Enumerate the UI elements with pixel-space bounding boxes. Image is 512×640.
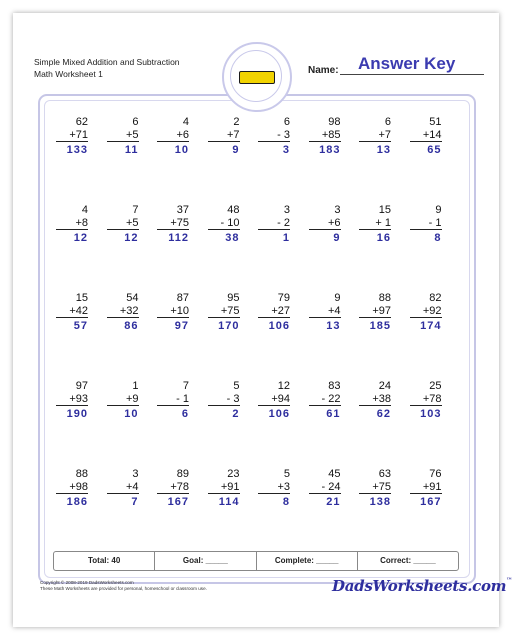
problem-top-number: 88 bbox=[378, 292, 391, 304]
problem-answer: 186 bbox=[66, 496, 88, 508]
problem-answer: 97 bbox=[174, 320, 189, 332]
problem-answer: 65 bbox=[427, 144, 442, 156]
problem-operand: - 10 bbox=[208, 217, 240, 231]
problem bbox=[408, 116, 459, 204]
problem-top-number: 15 bbox=[75, 292, 88, 304]
logo-text: DadsWorksheets.com bbox=[332, 577, 507, 595]
score-footer bbox=[53, 551, 459, 571]
problem-top-number: 3 bbox=[283, 204, 290, 216]
problem bbox=[155, 116, 206, 204]
title-line-2: Math Worksheet 1 bbox=[34, 69, 103, 79]
problem-operand: +75 bbox=[208, 305, 240, 319]
problem bbox=[408, 468, 459, 556]
problem-top-number: 2 bbox=[233, 116, 240, 128]
problem bbox=[206, 292, 257, 380]
problem-row bbox=[54, 380, 458, 468]
problem-top-number: 62 bbox=[75, 116, 88, 128]
problem-top-number: 7 bbox=[182, 380, 189, 392]
problem-operand: - 1 bbox=[410, 217, 442, 231]
answer-key-heading: Answer Key bbox=[358, 54, 456, 73]
problem-operand: +8 bbox=[56, 217, 88, 231]
problem-top-number: 23 bbox=[227, 468, 240, 480]
copyright-line-2: These Math Worksheets are provided for personal, homeschool or classroom use. bbox=[40, 586, 207, 591]
problem-row bbox=[54, 116, 458, 204]
problem bbox=[105, 204, 156, 292]
problem-answer: 62 bbox=[376, 408, 391, 420]
problem-operand: +38 bbox=[359, 393, 391, 407]
problem bbox=[155, 468, 206, 556]
problem bbox=[105, 116, 156, 204]
problem-top-number: 88 bbox=[75, 468, 88, 480]
problem bbox=[256, 204, 307, 292]
problem-operand: +98 bbox=[56, 481, 88, 495]
total-count: Total: 40 bbox=[54, 552, 155, 570]
problem bbox=[54, 116, 105, 204]
problem-top-number: 15 bbox=[378, 204, 391, 216]
problem-answer: 11 bbox=[124, 144, 139, 156]
problem-top-number: 25 bbox=[429, 380, 442, 392]
problem-top-number: 51 bbox=[429, 116, 442, 128]
problem-answer: 170 bbox=[218, 320, 240, 332]
problem-operand: +92 bbox=[410, 305, 442, 319]
problem-top-number: 24 bbox=[378, 380, 391, 392]
problems-grid bbox=[54, 116, 458, 556]
problem-operand: - 3 bbox=[208, 393, 240, 407]
problem bbox=[206, 204, 257, 292]
problem-answer: 38 bbox=[225, 232, 240, 244]
problem-answer: 10 bbox=[124, 408, 139, 420]
problem bbox=[256, 292, 307, 380]
problem-top-number: 5 bbox=[283, 468, 290, 480]
problem-operand: +4 bbox=[107, 481, 139, 495]
problem-answer: 112 bbox=[168, 232, 189, 244]
problem-answer: 86 bbox=[124, 320, 139, 332]
problem bbox=[256, 468, 307, 556]
eraser-emblem bbox=[222, 42, 292, 112]
problem-operand: +7 bbox=[208, 129, 240, 143]
problem-operand: +4 bbox=[309, 305, 341, 319]
problem-operand: +93 bbox=[56, 393, 88, 407]
problem-row bbox=[54, 204, 458, 292]
title-line-1: Simple Mixed Addition and Subtraction bbox=[34, 57, 180, 67]
problem-answer: 9 bbox=[333, 232, 341, 244]
problem-answer: 174 bbox=[420, 320, 442, 332]
problem-top-number: 4 bbox=[81, 204, 88, 216]
problem-operand: +3 bbox=[258, 481, 290, 495]
problem-operand: +5 bbox=[107, 129, 139, 143]
problem-top-number: 89 bbox=[176, 468, 189, 480]
problem-answer: 16 bbox=[376, 232, 391, 244]
complete-field: Complete: _____ bbox=[257, 552, 358, 570]
problem bbox=[408, 292, 459, 380]
problem-top-number: 1 bbox=[132, 380, 139, 392]
problem bbox=[256, 116, 307, 204]
problem-answer: 21 bbox=[326, 496, 341, 508]
problem-answer: 190 bbox=[66, 408, 88, 420]
name-line bbox=[340, 74, 484, 75]
problem-answer: 103 bbox=[420, 408, 442, 420]
problem-top-number: 12 bbox=[277, 380, 290, 392]
problem bbox=[357, 204, 408, 292]
problem bbox=[105, 292, 156, 380]
problem bbox=[307, 204, 358, 292]
problem-top-number: 6 bbox=[132, 116, 139, 128]
problem bbox=[155, 380, 206, 468]
problem-top-number: 83 bbox=[328, 380, 341, 392]
copyright-notice bbox=[40, 580, 207, 592]
problem-answer: 12 bbox=[124, 232, 139, 244]
problem-top-number: 9 bbox=[435, 204, 442, 216]
problem-operand: - 1 bbox=[157, 393, 189, 407]
problem bbox=[357, 116, 408, 204]
problem-answer: 13 bbox=[376, 144, 391, 156]
problem bbox=[155, 204, 206, 292]
problem-operand: +6 bbox=[309, 217, 341, 231]
problem-answer: 167 bbox=[420, 496, 442, 508]
problem-operand: +94 bbox=[258, 393, 290, 407]
problem-operand: +9 bbox=[107, 393, 139, 407]
problem bbox=[105, 380, 156, 468]
problem-operand: + 1 bbox=[359, 217, 391, 231]
problem-top-number: 37 bbox=[176, 204, 189, 216]
problem bbox=[307, 116, 358, 204]
problem-answer: 133 bbox=[66, 144, 88, 156]
name-label: Name: bbox=[308, 65, 339, 76]
problem-top-number: 5 bbox=[233, 380, 240, 392]
problem bbox=[54, 292, 105, 380]
problem-top-number: 7 bbox=[132, 204, 139, 216]
problem-answer: 8 bbox=[282, 496, 290, 508]
correct-field: Correct: _____ bbox=[380, 556, 436, 565]
problem-top-number: 45 bbox=[328, 468, 341, 480]
problem-answer: 6 bbox=[181, 408, 189, 420]
problem-top-number: 98 bbox=[328, 116, 341, 128]
problem-answer: 57 bbox=[73, 320, 88, 332]
problem-operand: +78 bbox=[157, 481, 189, 495]
problem-top-number: 6 bbox=[283, 116, 290, 128]
problem-operand: +27 bbox=[258, 305, 290, 319]
worksheet-title bbox=[34, 56, 180, 80]
problem bbox=[206, 116, 257, 204]
problem-answer: 10 bbox=[174, 144, 189, 156]
problem-top-number: 79 bbox=[277, 292, 290, 304]
problem-operand: +97 bbox=[359, 305, 391, 319]
problem-operand: +91 bbox=[208, 481, 240, 495]
problem-answer: 1 bbox=[282, 232, 290, 244]
problem-operand: +7 bbox=[359, 129, 391, 143]
problem-operand: +42 bbox=[56, 305, 88, 319]
problem-operand: +5 bbox=[107, 217, 139, 231]
problem-answer: 138 bbox=[369, 496, 391, 508]
problem-answer: 12 bbox=[73, 232, 88, 244]
problem-operand: - 3 bbox=[258, 129, 290, 143]
problem-operand: +6 bbox=[157, 129, 189, 143]
problem-operand: +91 bbox=[410, 481, 442, 495]
problem-top-number: 87 bbox=[176, 292, 189, 304]
problem bbox=[54, 468, 105, 556]
problem-answer: 13 bbox=[326, 320, 341, 332]
problem-answer: 106 bbox=[268, 408, 290, 420]
dadsworksheets-logo bbox=[332, 577, 512, 595]
problem-top-number: 9 bbox=[334, 292, 341, 304]
problem bbox=[357, 468, 408, 556]
problem-operand: - 22 bbox=[309, 393, 341, 407]
problem-answer: 167 bbox=[167, 496, 189, 508]
problem-top-number: 76 bbox=[429, 468, 442, 480]
problem-operand: +78 bbox=[410, 393, 442, 407]
problem-top-number: 97 bbox=[75, 380, 88, 392]
problem-answer: 114 bbox=[218, 496, 240, 508]
problem-answer: 61 bbox=[326, 408, 341, 420]
copyright-line-1: Copyright © 2008-2019 DadsWorksheets.com bbox=[40, 580, 134, 585]
problem-top-number: 54 bbox=[126, 292, 139, 304]
problem-answer: 2 bbox=[232, 408, 240, 420]
problem-top-number: 4 bbox=[182, 116, 189, 128]
problem-operand: - 24 bbox=[309, 481, 341, 495]
problem-answer: 183 bbox=[319, 144, 341, 156]
problem-row bbox=[54, 292, 458, 380]
problem-top-number: 6 bbox=[384, 116, 391, 128]
problem-top-number: 95 bbox=[227, 292, 240, 304]
problem bbox=[256, 380, 307, 468]
problem bbox=[54, 380, 105, 468]
problem-top-number: 3 bbox=[132, 468, 139, 480]
problem-answer: 8 bbox=[434, 232, 442, 244]
problem bbox=[307, 292, 358, 380]
problem-answer: 3 bbox=[282, 144, 290, 156]
problem bbox=[408, 380, 459, 468]
problem-operand: +32 bbox=[107, 305, 139, 319]
problem-top-number: 3 bbox=[334, 204, 341, 216]
problem-answer: 185 bbox=[369, 320, 391, 332]
problem bbox=[54, 204, 105, 292]
problem-top-number: 63 bbox=[378, 468, 391, 480]
problem-answer: 9 bbox=[232, 144, 240, 156]
eraser-icon bbox=[239, 71, 275, 84]
problem bbox=[357, 380, 408, 468]
problem bbox=[206, 468, 257, 556]
problem bbox=[408, 204, 459, 292]
goal-field: Goal: _____ bbox=[155, 552, 256, 570]
problem-row bbox=[54, 468, 458, 556]
problem-operand: - 2 bbox=[258, 217, 290, 231]
problem bbox=[105, 468, 156, 556]
problem-answer: 7 bbox=[131, 496, 139, 508]
problem-top-number: 48 bbox=[227, 204, 240, 216]
problem-operand: +14 bbox=[410, 129, 442, 143]
problem-operand: +10 bbox=[157, 305, 189, 319]
logo-trademark: ™ bbox=[506, 577, 512, 584]
problem bbox=[206, 380, 257, 468]
problem bbox=[307, 468, 358, 556]
problem-answer: 106 bbox=[268, 320, 290, 332]
emblem-inner-ring bbox=[230, 50, 282, 102]
problem bbox=[307, 380, 358, 468]
problem-operand: +71 bbox=[56, 129, 88, 143]
problem bbox=[357, 292, 408, 380]
problems-panel bbox=[38, 94, 476, 584]
problem-operand: +75 bbox=[157, 217, 189, 231]
problem-operand: +85 bbox=[309, 129, 341, 143]
problem-operand: +75 bbox=[359, 481, 391, 495]
problem bbox=[155, 292, 206, 380]
problem-top-number: 82 bbox=[429, 292, 442, 304]
